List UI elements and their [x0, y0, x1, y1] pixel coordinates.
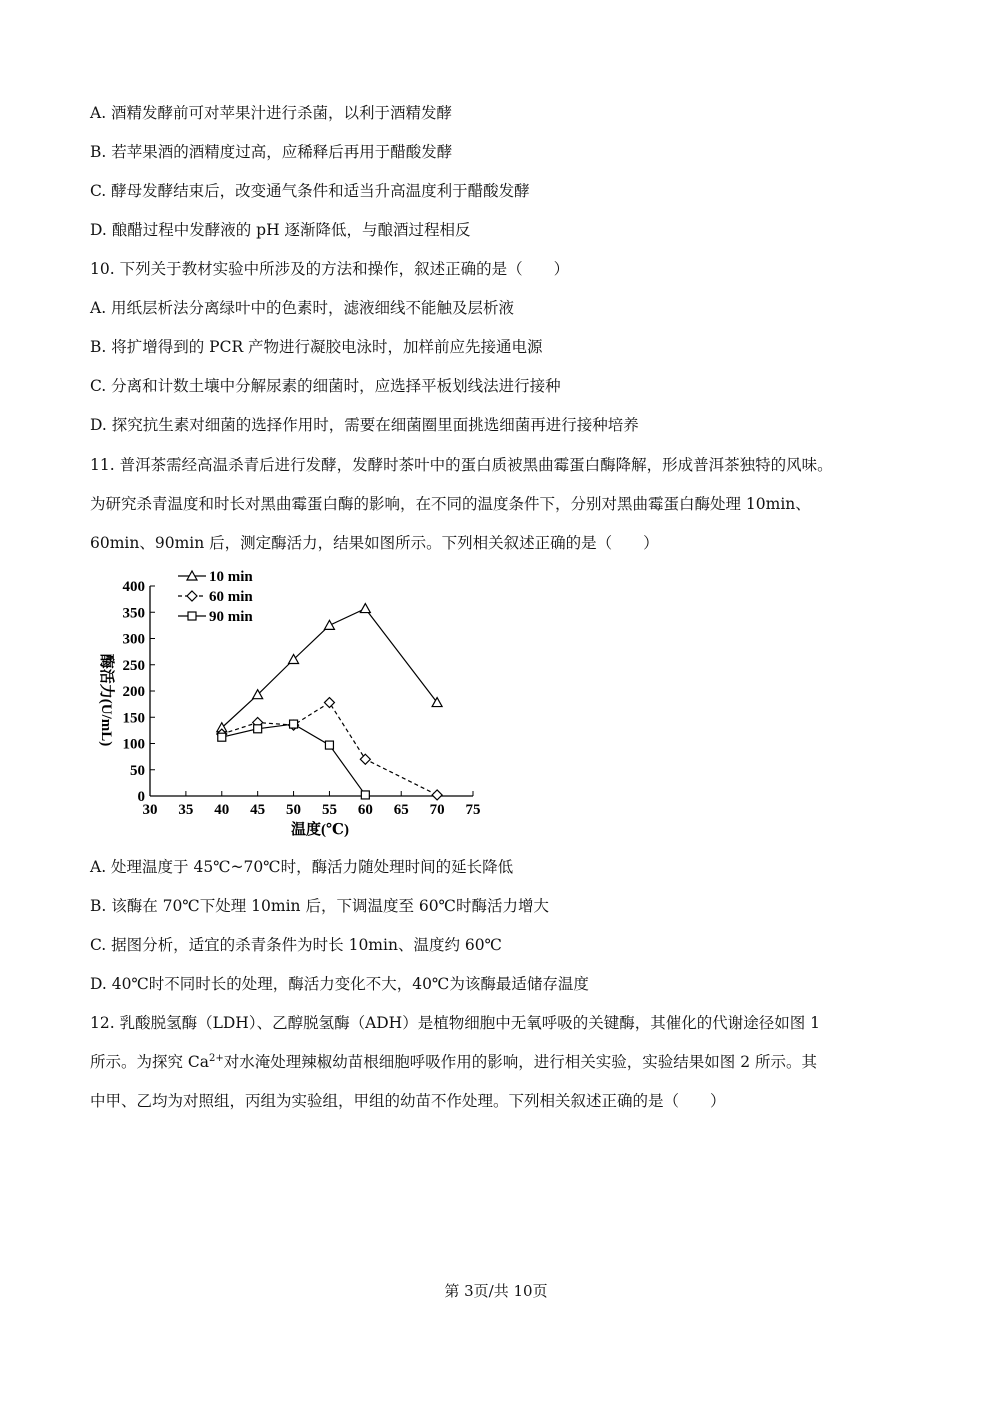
q10-option-c[interactable]: C. 分离和计数土壤中分解尿素的细菌时，应选择平板划线法进行接种	[90, 377, 561, 395]
series-square	[218, 720, 370, 799]
page-footer: 第 3页/共 10页	[444, 1282, 548, 1300]
q9-option-d[interactable]: D. 酿醋过程中发酵液的 pH 逐渐降低，与酿酒过程相反	[90, 221, 471, 239]
x-tick-label: 45	[250, 802, 266, 818]
legend-marker	[188, 612, 196, 620]
chart-series	[217, 604, 442, 800]
x-tick-label: 35	[178, 802, 194, 818]
q12-stem-line-1: 12. 乳酸脱氢酶（LDH）、乙醇脱氢酶（ADH）是植物细胞中无氧呼吸的关键酶，其催化的代谢途径如图 1	[90, 1014, 820, 1032]
q9-option-b[interactable]: B. 若苹果酒的酒精度过高，应稀释后再用于醋酸发酵	[90, 143, 453, 161]
q11-option-c[interactable]: C. 据图分析，适宜的杀青条件为时长 10min、温度约 60℃	[90, 936, 502, 954]
q10-option-b[interactable]: B. 将扩增得到的 PCR 产物进行凝胶电泳时，加样前应先接通电源	[90, 338, 543, 356]
q10-option-a[interactable]: A. 用纸层析法分离绿叶中的色素时，滤液细线不能触及层析液	[90, 299, 515, 317]
q12-line2-after: 对水淹处理辣椒幼苗根细胞呼吸作用的影响，进行相关实验，实验结果如图 2 所示。其	[223, 1053, 817, 1071]
x-tick-label: 30	[142, 802, 158, 818]
x-tick-label: 40	[214, 802, 230, 818]
y-tick-label: 100	[122, 736, 145, 753]
x-tick-label: 65	[393, 802, 409, 818]
q11-stem-line-1: 11. 普洱茶需经高温杀青后进行发酵，发酵时茶叶中的蛋白质被黑曲霉蛋白酶降解，形成普洱茶独特的风味。	[90, 456, 833, 474]
x-tick-label: 55	[321, 802, 337, 818]
q12-line2-sup: 2+	[209, 1052, 224, 1064]
x-tick-label: 60	[357, 802, 373, 818]
y-tick-label: 150	[122, 710, 145, 727]
y-tick-label: 350	[122, 605, 145, 622]
data-point	[325, 741, 333, 749]
y-tick-label: 0	[137, 789, 145, 805]
data-point	[360, 754, 370, 764]
q9-option-c[interactable]: C. 酵母发酵结束后，改变通气条件和适当升高温度利于醋酸发酵	[90, 182, 530, 200]
x-tick-label: 50	[286, 802, 302, 818]
y-axis-label: 酶活力(U/mL)	[98, 653, 114, 747]
q11-stem-line-3: 60min、90min 后，测定酶活力，结果如图所示。下列相关叙述正确的是（ ）	[90, 534, 659, 552]
y-tick-label: 250	[122, 657, 145, 674]
q12-stem-line-3: 中甲、乙均为对照组，丙组为实验组，甲组的幼苗不作处理。下列相关叙述正确的是（ ）	[90, 1092, 726, 1110]
series-line	[222, 724, 366, 795]
legend-marker	[187, 591, 197, 601]
q11-option-d[interactable]: D. 40℃时不同时长的处理，酶活力变化不大，40℃为该酶最适储存温度	[90, 975, 589, 993]
q11-stem-line-2: 为研究杀青温度和时长对黑曲霉蛋白酶的影响，在不同的温度条件下，分别对黑曲霉蛋白酶处理 10min、	[90, 495, 811, 513]
y-tick-label: 50	[130, 762, 145, 779]
q11-option-b[interactable]: B. 该酶在 70℃下处理 10min 后，下调温度至 60℃时酶活力增大	[90, 897, 549, 915]
legend-label: 60 min	[209, 589, 253, 605]
q12-stem-line-2	[90, 1052, 817, 1072]
x-tick-label: 75	[465, 802, 481, 818]
q10-option-d[interactable]: D. 探究抗生素对细菌的选择作用时，需要在细菌圈里面挑选细菌再进行接种培养	[90, 416, 639, 434]
q12-line2-before: 所示。为探究 Ca	[90, 1053, 210, 1071]
x-tick-label: 70	[429, 802, 445, 818]
data-point	[361, 791, 369, 799]
data-point	[324, 620, 334, 629]
data-point	[360, 604, 370, 613]
y-tick-label: 300	[122, 631, 145, 648]
legend-label: 90 min	[209, 609, 253, 625]
legend-label: 10 min	[209, 569, 253, 585]
data-point	[218, 733, 226, 741]
data-point	[324, 698, 334, 708]
q9-option-a[interactable]: A. 酒精发酵前可对苹果汁进行杀菌，以利于酒精发酵	[90, 104, 453, 122]
data-point	[254, 725, 262, 733]
chart-axes	[123, 579, 481, 818]
y-tick-label: 200	[122, 684, 145, 700]
y-tick-label: 400	[122, 579, 145, 595]
q10-stem: 10. 下列关于教材实验中所涉及的方法和操作，叙述正确的是（ ）	[90, 260, 570, 278]
x-axis-label: 温度(℃)	[291, 822, 349, 838]
q11-option-a[interactable]: A. 处理温度于 45℃~70℃时，酶活力随处理时间的延长降低	[90, 858, 514, 876]
data-point	[290, 720, 298, 728]
data-point	[432, 790, 442, 800]
chart-legend	[178, 569, 253, 625]
enzyme-activity-chart	[88, 562, 498, 847]
